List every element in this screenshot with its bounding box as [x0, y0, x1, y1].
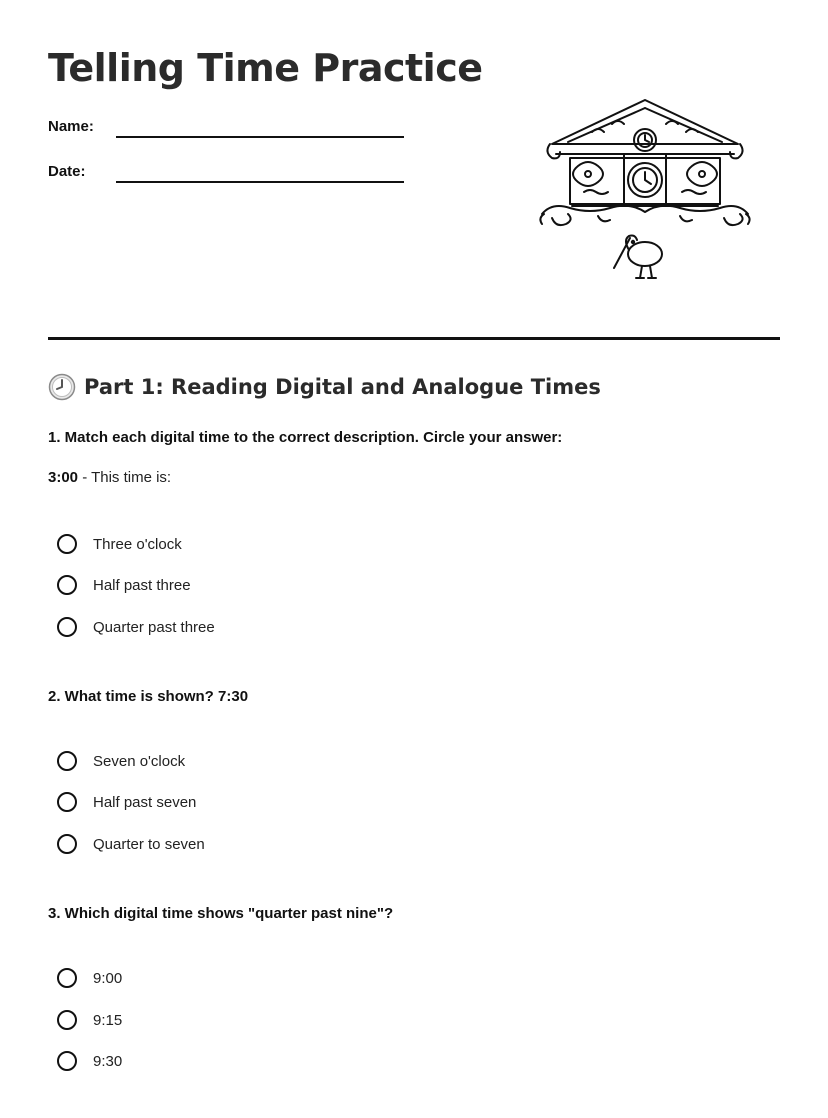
question-1-prompt-text: - This time is: [78, 469, 172, 486]
cuckoo-clock-illustration [532, 96, 758, 286]
date-field[interactable] [48, 163, 404, 180]
option-label: Quarter past three [93, 618, 215, 636]
question-3: 3. Which digital time shows "quarter past nine"? [48, 905, 394, 922]
date-line[interactable] [116, 181, 404, 183]
section-divider [48, 337, 780, 340]
option-label: Three o'clock [93, 535, 182, 553]
question-1: 1. Match each digital time to the correct description. Circle your answer: [48, 429, 563, 446]
radio-button[interactable] [57, 834, 77, 854]
part1-heading [48, 373, 601, 401]
page-title: Telling Time Practice [48, 46, 483, 90]
q2-option-a[interactable] [57, 751, 185, 771]
name-line[interactable] [116, 136, 404, 138]
option-label: 9:15 [93, 1011, 123, 1029]
q3-option-c[interactable] [57, 1051, 122, 1071]
clock-icon [48, 373, 76, 401]
radio-button[interactable] [57, 1010, 77, 1030]
radio-button[interactable] [57, 968, 77, 988]
radio-button[interactable] [57, 1051, 77, 1071]
q3-option-b[interactable] [57, 1010, 122, 1030]
option-label: 9:30 [93, 1052, 123, 1070]
q2-option-c[interactable] [57, 834, 205, 854]
option-label: Seven o'clock [93, 752, 186, 770]
q1-option-c[interactable] [57, 617, 215, 637]
name-field[interactable] [48, 118, 404, 135]
option-label: Half past three [93, 576, 191, 594]
q1-option-a[interactable] [57, 534, 182, 554]
option-label: 9:00 [93, 969, 123, 987]
date-label: Date: [48, 163, 86, 180]
radio-button[interactable] [57, 617, 77, 637]
radio-button[interactable] [57, 534, 77, 554]
name-label: Name: [48, 118, 94, 135]
q2-option-b[interactable] [57, 792, 196, 812]
question-1-prompt [48, 469, 171, 486]
q3-option-a[interactable] [57, 968, 122, 988]
option-label: Half past seven [93, 793, 197, 811]
radio-button[interactable] [57, 792, 77, 812]
question-1-time: 3:00 [48, 469, 79, 486]
option-label: Quarter to seven [93, 835, 205, 853]
part1-heading-text: Part 1: Reading Digital and Analogue Times [84, 375, 601, 399]
radio-button[interactable] [57, 751, 77, 771]
question-2: 2. What time is shown? 7:30 [48, 688, 249, 705]
q1-option-b[interactable] [57, 575, 191, 595]
radio-button[interactable] [57, 575, 77, 595]
